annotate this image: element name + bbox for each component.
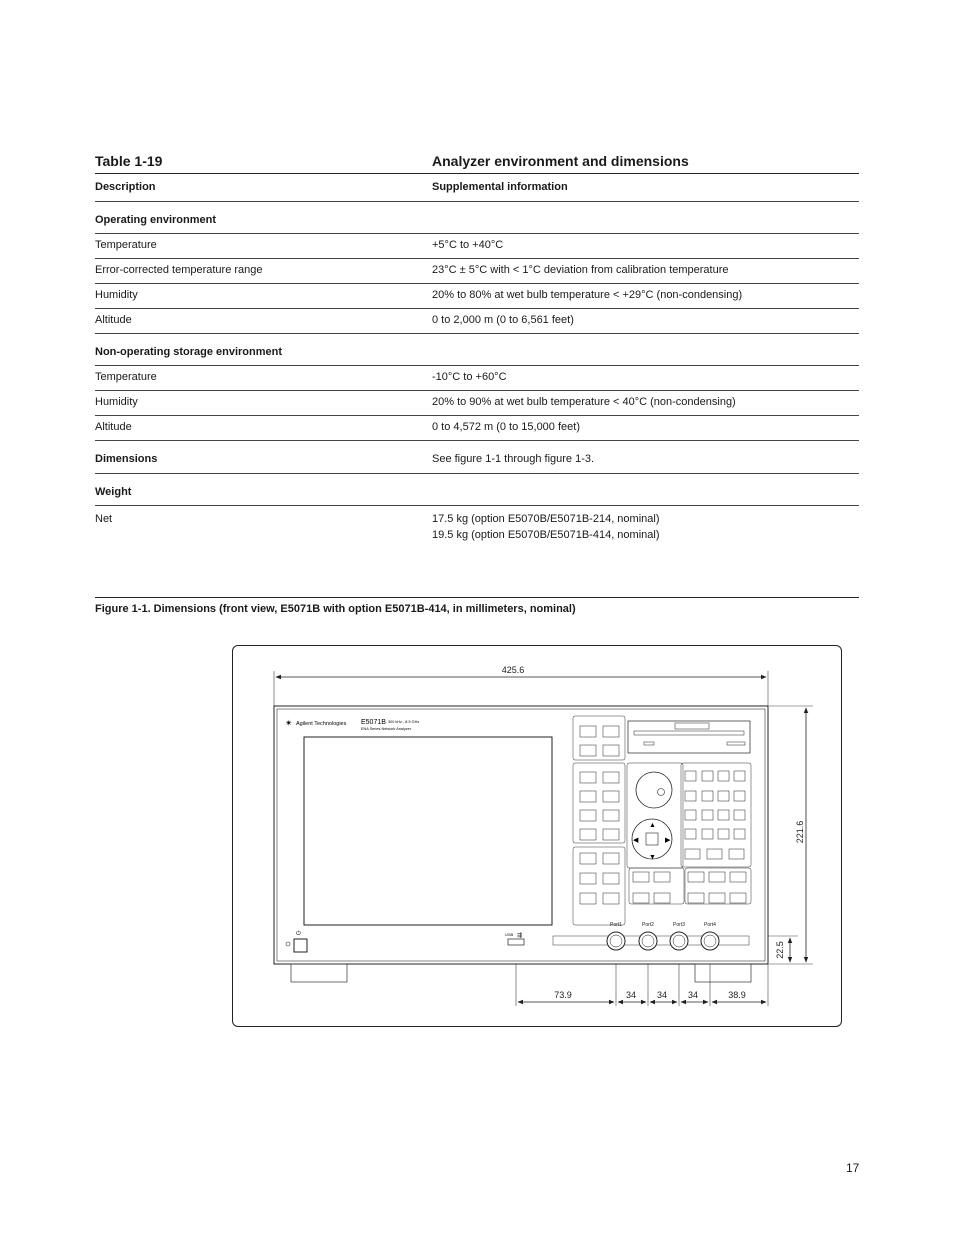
panel-key[interactable] [580, 893, 596, 904]
panel-key[interactable] [685, 810, 696, 820]
column-header-supplemental: Supplemental information [432, 174, 859, 202]
model-description: ENA Series Network Analyzer [361, 727, 412, 731]
panel-key[interactable] [730, 893, 746, 903]
panel-key[interactable] [718, 810, 729, 820]
right-foot [695, 964, 751, 982]
panel-key[interactable] [709, 893, 725, 903]
arrow-down-icon: ▼ [649, 854, 656, 861]
row-value: 20% to 80% at wet bulb temperature < +29°C (non-condensing) [432, 284, 859, 309]
port-4[interactable] [701, 932, 719, 950]
panel-key[interactable] [603, 726, 619, 737]
row-value: See figure 1-1 through figure 1-3. [432, 441, 859, 474]
table-title: Analyzer environment and dimensions [432, 153, 689, 169]
panel-key[interactable] [580, 810, 596, 821]
table-row [95, 284, 859, 309]
port-height-dimension-label: 22.5 [775, 941, 785, 959]
panel-key[interactable] [734, 771, 745, 781]
power-switch[interactable] [294, 939, 307, 952]
panel-key[interactable] [734, 829, 745, 839]
rotary-knob[interactable] [636, 772, 672, 808]
arrow-up-icon: ▲ [649, 822, 656, 829]
panel-key[interactable] [734, 810, 745, 820]
row-value: +5°C to +40°C [432, 234, 859, 259]
panel-key[interactable] [580, 745, 596, 756]
port-3-label: Port3 [673, 922, 685, 928]
panel-key[interactable] [685, 771, 696, 781]
panel-key[interactable] [702, 829, 713, 839]
panel-key[interactable] [580, 853, 596, 864]
row-label: Altitude [95, 416, 432, 441]
net-weight-line: 17.5 kg (option E5070B/E5071B-214, nominal) [432, 513, 660, 525]
table-row [95, 309, 859, 334]
row-value: -10°C to +60°C [432, 366, 859, 391]
panel-key[interactable] [688, 872, 704, 882]
panel-key[interactable] [688, 893, 704, 903]
panel-key[interactable] [685, 829, 696, 839]
page-number: 17 [846, 1161, 860, 1175]
port-4-label: Port4 [704, 922, 716, 928]
table-row [95, 506, 859, 546]
panel-key[interactable] [603, 810, 619, 821]
usb-port[interactable] [508, 939, 524, 945]
row-value: 20% to 90% at wet bulb temperature < 40°C (non-condensing) [432, 391, 859, 416]
panel-key[interactable] [734, 791, 745, 801]
panel-key[interactable] [603, 791, 619, 802]
width-dimension-label: 425.6 [501, 665, 525, 675]
row-value [432, 506, 859, 546]
panel-key[interactable] [580, 726, 596, 737]
panel-key[interactable] [702, 810, 713, 820]
arrow-right-icon: ▶ [665, 837, 671, 844]
section-heading: Operating environment [95, 202, 432, 234]
figure-rule [95, 597, 859, 598]
section-row-weight [95, 474, 859, 506]
lcd-screen [304, 737, 552, 925]
panel-key[interactable] [603, 829, 619, 840]
panel-key[interactable] [718, 771, 729, 781]
panel-key[interactable] [685, 791, 696, 801]
panel-key[interactable] [603, 893, 619, 904]
port-1-label: Port1 [610, 922, 622, 928]
section-row-storage [95, 334, 859, 366]
panel-key[interactable] [718, 791, 729, 801]
section-heading: Dimensions [95, 441, 432, 474]
net-weight-line: 19.5 kg (option E5070B/E5071B-414, nominal) [432, 529, 660, 541]
brand-name: Agilent Technologies [296, 721, 347, 727]
port-1[interactable] [607, 932, 625, 950]
table-row [95, 391, 859, 416]
row-value: 23°C ± 5°C with < 1°C deviation from calibration temperature [432, 259, 859, 284]
table-row [95, 366, 859, 391]
port-2[interactable] [639, 932, 657, 950]
table-column-header-row [95, 174, 859, 202]
port-spacing-3-dimension-label: 34 [687, 990, 699, 1000]
panel-key[interactable] [707, 849, 722, 859]
section-row-operating [95, 202, 859, 234]
section-heading: Weight [95, 474, 432, 506]
port-spacing-2-dimension-label: 34 [656, 990, 668, 1000]
port-3[interactable] [670, 932, 688, 950]
row-label: Error-corrected temperature range [95, 259, 432, 284]
panel-key[interactable] [603, 873, 619, 884]
panel-key[interactable] [603, 853, 619, 864]
panel-key[interactable] [580, 772, 596, 783]
panel-key[interactable] [580, 829, 596, 840]
panel-key[interactable] [718, 829, 729, 839]
row-label: Net [95, 506, 432, 546]
usb-to-port1-dimension-label: 73.9 [554, 990, 572, 1000]
brand-logo-icon: ✴ [285, 718, 293, 728]
panel-key[interactable] [709, 872, 725, 882]
table-row [95, 259, 859, 284]
usb-label: USB [505, 932, 514, 937]
row-label: Temperature [95, 366, 432, 391]
panel-key[interactable] [654, 872, 670, 882]
power-symbol-icon: ⏻ [296, 931, 301, 937]
panel-key[interactable] [633, 893, 649, 903]
port-spacing-1-dimension-label: 34 [625, 990, 637, 1000]
row-value: 0 to 2,000 m (0 to 6,561 feet) [432, 309, 859, 334]
column-header-description: Description [95, 174, 432, 202]
table-row [95, 416, 859, 441]
row-label: Altitude [95, 309, 432, 334]
panel-key[interactable] [580, 873, 596, 884]
section-row-dimensions [95, 441, 859, 474]
row-label: Humidity [95, 284, 432, 309]
enter-button[interactable] [646, 833, 658, 845]
panel-key[interactable] [580, 791, 596, 802]
panel-key[interactable] [603, 772, 619, 783]
left-foot [291, 964, 347, 982]
environment-table [95, 173, 859, 546]
height-dimension-label: 221.6 [795, 820, 805, 844]
row-value: 0 to 4,572 m (0 to 15,000 feet) [432, 416, 859, 441]
port4-to-edge-dimension-label: 38.9 [728, 990, 746, 1000]
panel-key[interactable] [685, 849, 700, 859]
row-label: Temperature [95, 234, 432, 259]
usb-icon: ⇶ [517, 933, 523, 939]
figure-caption: Figure 1-1. Dimensions (front view, E5071B with option E5071B-414, in millimeters, nominal) [95, 603, 576, 615]
section-heading: Non-operating storage environment [95, 334, 432, 366]
panel-key[interactable] [702, 771, 713, 781]
panel-key[interactable] [603, 745, 619, 756]
table-row [95, 234, 859, 259]
panel-key[interactable] [654, 893, 670, 903]
port-2-label: Port2 [642, 922, 654, 928]
front-view-drawing [233, 646, 843, 1028]
table-number: Table 1-19 [95, 153, 163, 169]
figure-frame [232, 645, 842, 1027]
model-name: E5071B [361, 719, 386, 726]
row-label: Humidity [95, 391, 432, 416]
panel-key[interactable] [729, 849, 744, 859]
arrow-left-icon: ◀ [633, 837, 639, 844]
panel-key[interactable] [730, 872, 746, 882]
instrument-body [274, 706, 768, 982]
panel-key[interactable] [702, 791, 713, 801]
panel-key[interactable] [633, 872, 649, 882]
model-spec: 300 kHz - 8.5 GHz [388, 720, 420, 724]
